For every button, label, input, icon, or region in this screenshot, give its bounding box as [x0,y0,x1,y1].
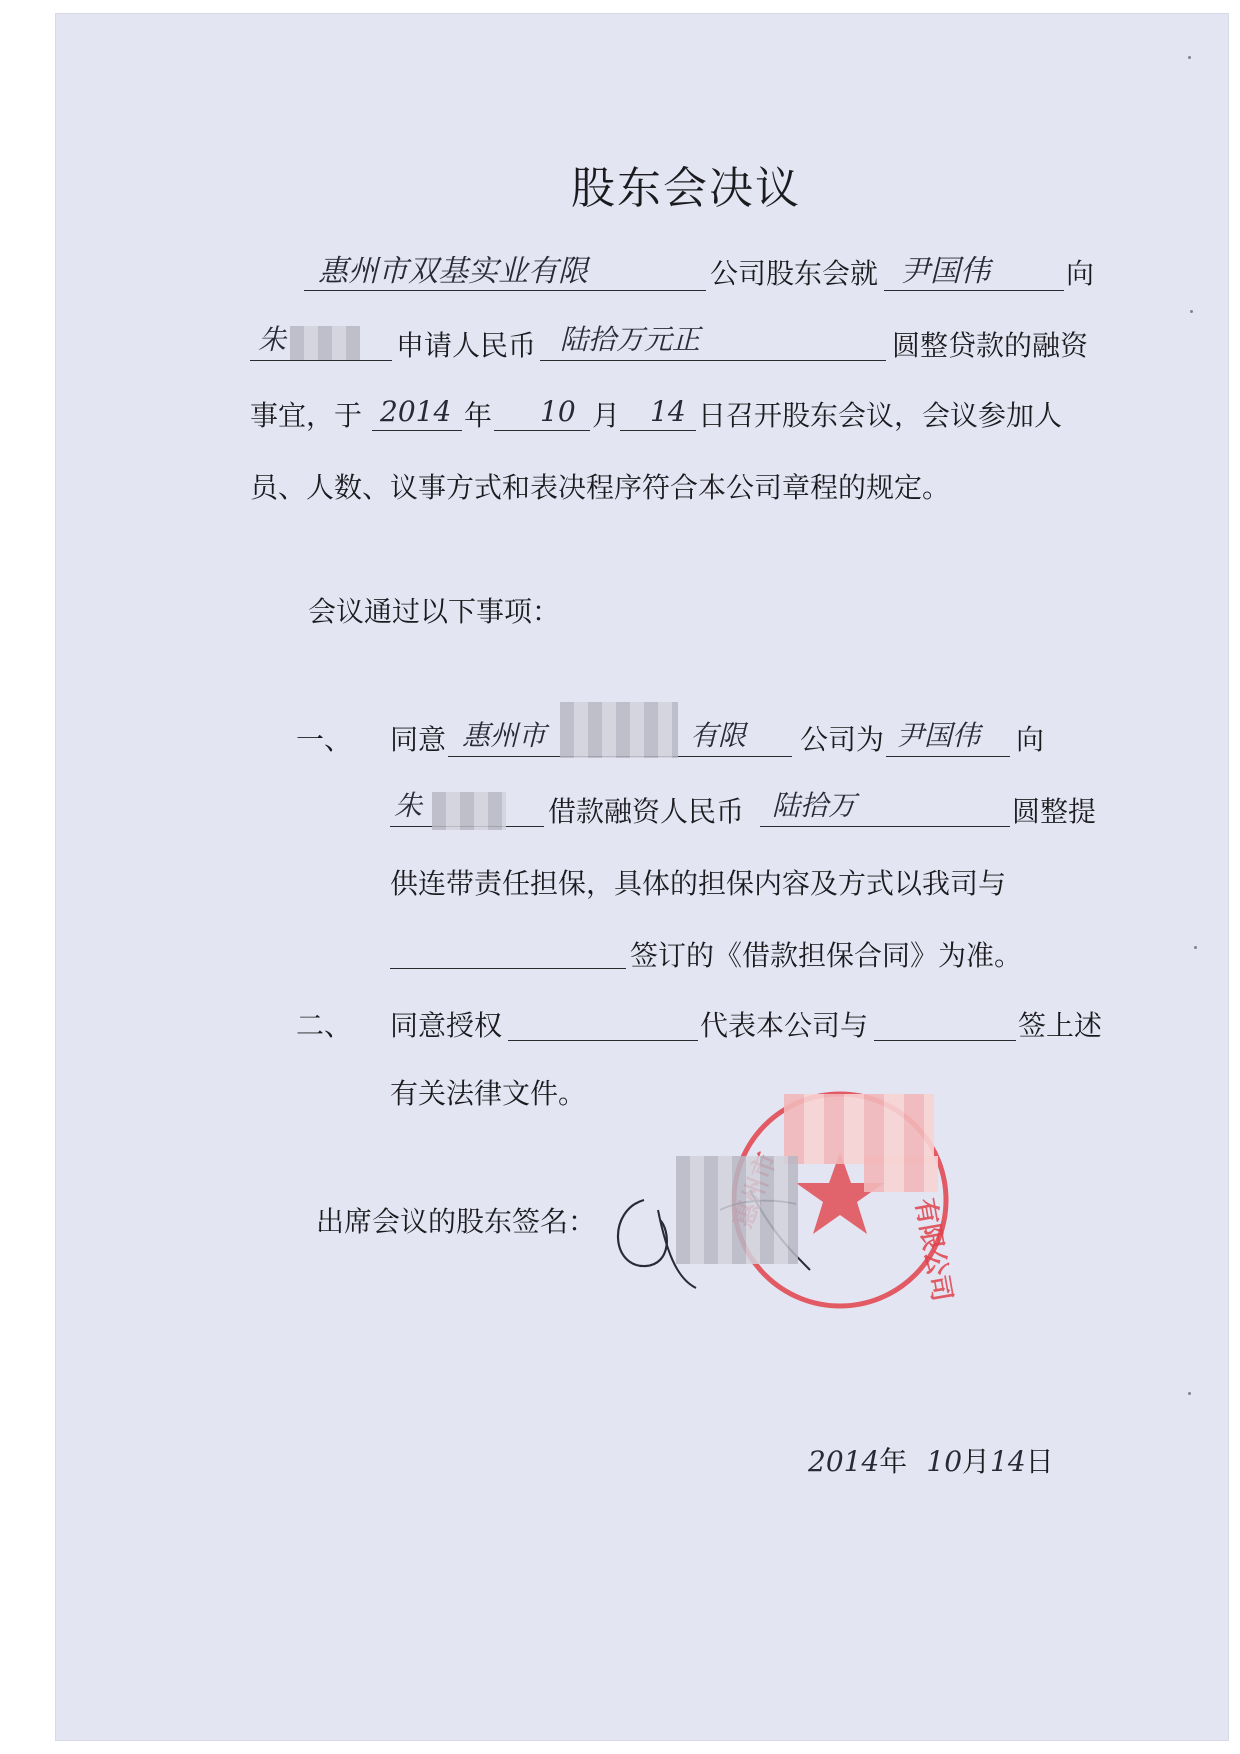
date-year: 2014 [808,1445,880,1478]
redacted-seal-company-2 [864,1156,938,1192]
item2-sign: 签上述 [1018,1009,1103,1042]
item1-lender-handwritten: 朱 [394,789,423,822]
item2-represent: 代表本公司与 [700,1009,869,1042]
item1-number: 一、 [296,723,353,756]
date-day-char: 日 [1025,1445,1054,1478]
item1-line3: 供连带责任担保，具体的担保内容及方式以我司与 [390,867,1007,900]
item1-borrow: 借款融资人民币 [548,795,745,828]
item1-amount-handwritten: 陆拾万 [772,789,857,822]
applicant-handwritten: 尹国伟 [900,254,990,289]
amount-handwritten: 陆拾万元正 [560,323,701,356]
document-title: 股东会决议 [571,163,801,214]
month-handwritten: 10 [540,395,576,428]
item2-line2: 有关法律文件。 [390,1077,587,1110]
date-year-char: 年 [879,1445,908,1478]
handwritten-date [808,1446,1054,1478]
company-name-handwritten: 惠州市双基实业有限 [318,254,588,289]
scan-speck [1190,310,1193,313]
redacted-lender-name [290,326,360,360]
item1-line4: 签订的《借款担保合同》为准。 [630,939,1023,972]
seal-text-right: 有限公司 [909,1196,957,1304]
lender-handwritten: 朱 [258,323,287,356]
text-last-line: 员、人数、议事方式和表决程序符合本公司章程的规定。 [250,471,951,504]
item2-number: 二、 [296,1009,353,1042]
item2-auth: 同意授权 [390,1009,503,1042]
text-month: 月 [592,399,621,432]
text-loan-purpose: 圆整贷款的融资 [892,329,1089,362]
item1-guarantee: 圆整提 [1012,795,1097,828]
redacted-item1-company [560,702,678,758]
scan-speck [1188,56,1191,59]
item2-party-blank [874,1006,1016,1041]
date-day: 14 [990,1445,1026,1478]
item1-agree: 同意 [390,723,447,756]
redacted-item1-lender [432,792,506,830]
item1-company-for: 公司为 [800,723,885,756]
item1-party-blank [390,934,626,969]
scan-speck [1194,946,1197,949]
item1-to: 向 [1016,723,1045,756]
item1-company-b-handwritten: 有限 [690,719,747,752]
text-matter-on: 事宜，于 [250,399,363,432]
year-handwritten: 2014 [380,395,452,428]
item2-rep-blank [508,1006,698,1041]
date-month-char: 月 [962,1445,991,1478]
text-year: 年 [464,399,493,432]
resolution-intro: 会议通过以下事项： [308,595,561,628]
scan-speck [1188,1392,1191,1395]
redacted-signature [676,1156,798,1264]
item1-borrower-handwritten: 尹国伟 [896,719,981,752]
text-day-meeting: 日召开股东会议，会议参加人 [698,399,1063,432]
text-to: 向 [1066,257,1095,290]
item1-company-a-handwritten: 惠州市 [462,719,547,752]
text-company-meeting: 公司股东会就 [710,257,879,290]
text-apply-rmb: 申请人民币 [396,329,537,362]
date-month: 10 [926,1445,963,1478]
redacted-seal-company [784,1094,934,1164]
signature-label: 出席会议的股东签名： [316,1205,597,1238]
day-handwritten: 14 [650,395,686,428]
